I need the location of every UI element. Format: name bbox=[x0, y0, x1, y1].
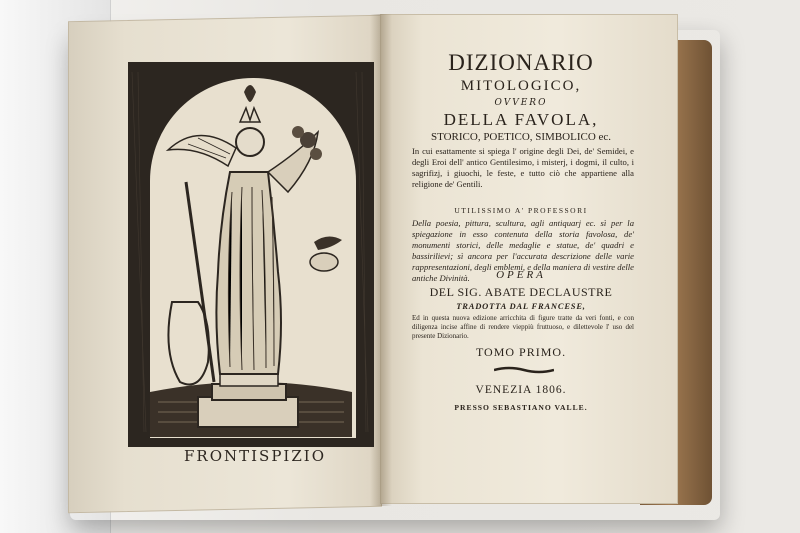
volume-label: TOMO PRIMO. bbox=[475, 345, 567, 359]
edition-note: Ed in questa nuova edizione arricchita di figure tratte da veri fonti, e con diligenza incise affine di rendere vieppiù fruttuoso, e dilettevole l' uso del presente Dizionario. bbox=[412, 314, 634, 340]
ovvero-text: OVVERO bbox=[494, 98, 548, 108]
book-title: DIZIONARIO bbox=[448, 50, 594, 75]
professori-paragraph: Della poesia, pittura, scultura, agli antiquarj ec. sì per la spiegazione in esso contenuta della storia favolosa, de' monumenti storici, delle medaglie e statue, de' quadri e bassirilievi; sì ancora per l'accurata descrizione delle varie rappresentazioni, degli emblemi, e della maniera di vestire delle antiche Divinità. bbox=[412, 218, 634, 283]
translation-note: TRADOTTA DAL FRANCESE, bbox=[456, 301, 586, 311]
ornament-rule bbox=[494, 366, 554, 374]
storico-text: STORICO, POETICO, SIMBOLICO ec. bbox=[430, 131, 612, 143]
woodcut-illustration bbox=[128, 62, 374, 447]
frontispiece-caption: FRONTISPIZIO bbox=[184, 447, 326, 465]
author-line: DEL SIG. ABATE DECLAUSTRE bbox=[429, 285, 613, 299]
utilissimo-heading: UTILISSIMO A' PROFESSORI bbox=[454, 206, 588, 215]
opera-heading: OPERA bbox=[496, 269, 546, 281]
description-paragraph: In cui esattamente si spiega l' origine degli Dei, de' Semidei, e degli Eroi dell' antico Gentilesimo, i misterj, i dogmi, il culto, i sagrifizj, i giuochi, le feste, e tutto ciò che appartiene alla religione de' Gentili. bbox=[412, 146, 634, 189]
della-favola-text: DELLA FAVOLA, bbox=[443, 110, 599, 129]
book-subtitle: MITOLOGICO, bbox=[460, 78, 582, 94]
imprint-printer: PRESSO SEBASTIANO VALLE. bbox=[454, 403, 588, 412]
imprint-place-date: VENEZIA 1806. bbox=[475, 384, 567, 396]
